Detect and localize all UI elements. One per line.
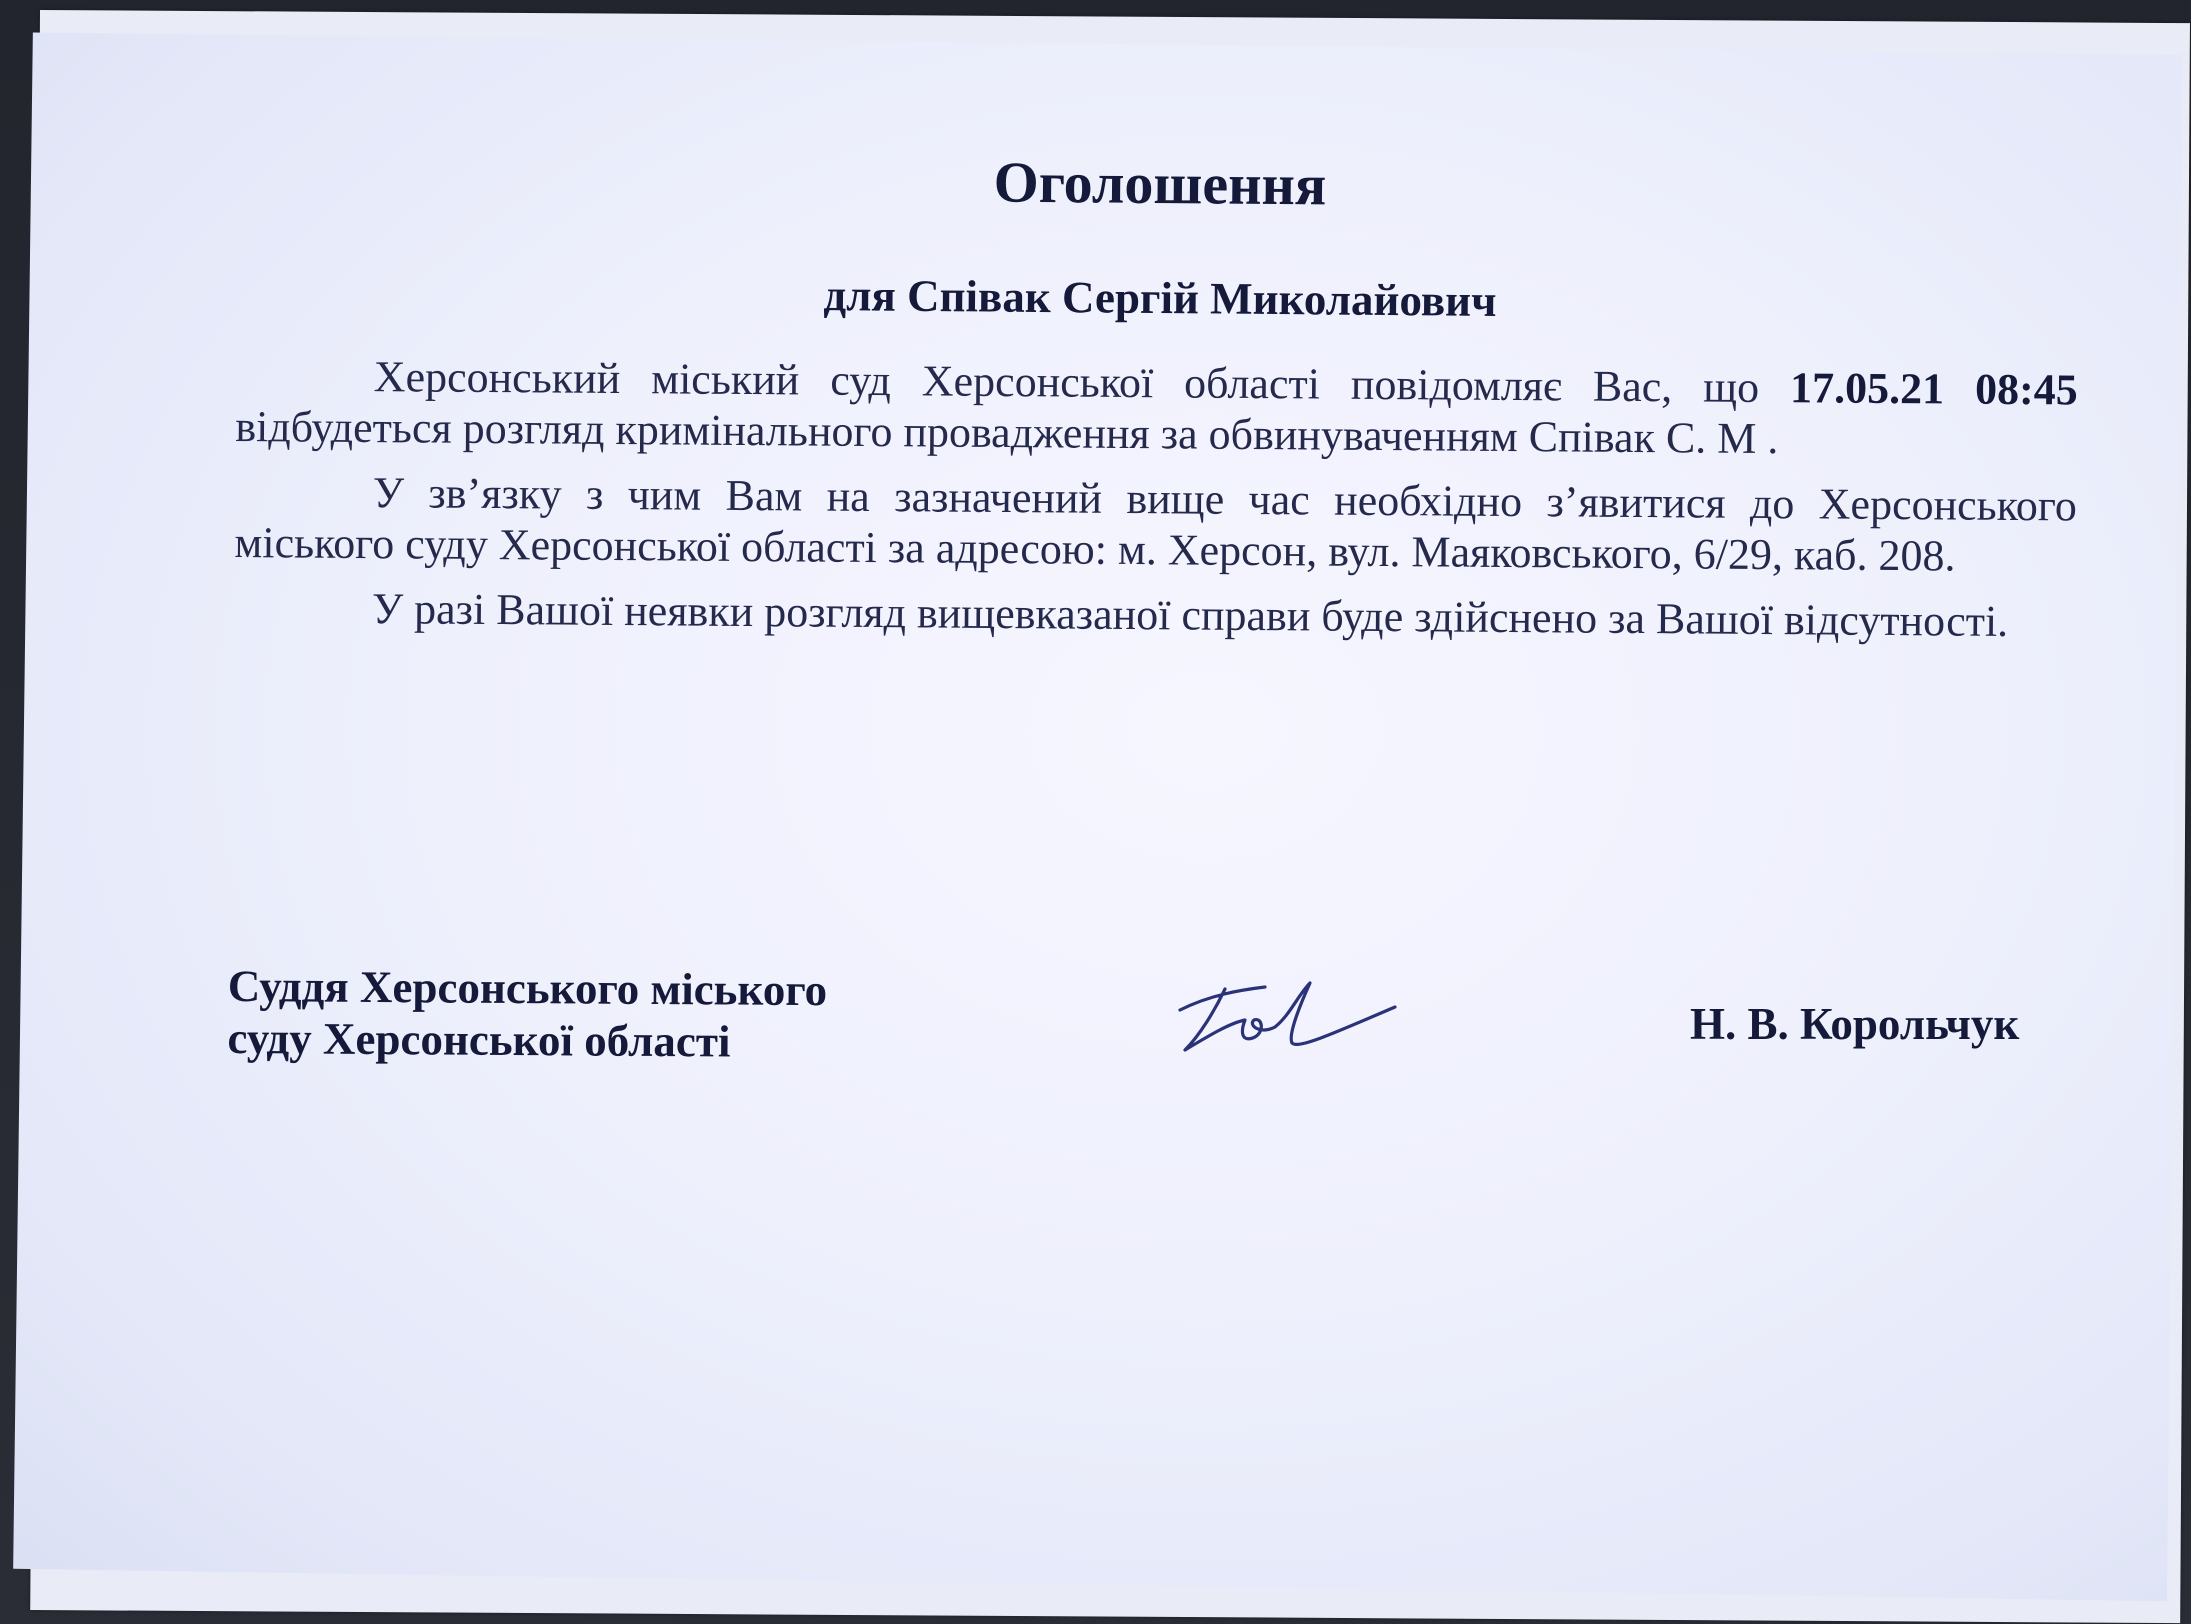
notice-title: Оголошення — [993, 149, 1327, 218]
signatory-position-line1: Суддя Херсонського міського — [227, 961, 828, 1016]
hearing-datetime: 17.05.21 08:45 — [1789, 363, 2078, 415]
signatory-position — [227, 960, 827, 1068]
paragraph-hearing — [235, 350, 2078, 466]
paragraph-hearing-rest: відбудеться розгляд кримінального провадження за обвинуваченням Співак С. М . — [235, 401, 1779, 464]
paragraph-appearance: У зв’язку з чим Вам на зазначений вище час необхідно з’явитися до Херсонського міського суду Херсонської області за адресою: м. Херсон, вул. Маяковського, 6/29, каб. 208. — [234, 468, 2078, 581]
paragraph-absence: У разі Вашої неявки розгляд вищевказаної справи буде здійснено за Вашої відсутності. — [371, 584, 2009, 646]
signatory-position-line2: суду Херсонської області — [227, 1012, 731, 1067]
judge-name: Н. В. Корольчук — [1690, 999, 2020, 1049]
handwritten-signature — [1170, 965, 1410, 1075]
paragraph-hearing-intro: Херсонський міський суд Херсонської області повідомляє Вас, що — [373, 352, 1791, 413]
notice-addressee: для Співак Сергій Миколайович — [823, 270, 1497, 326]
notice-body — [234, 350, 2078, 661]
